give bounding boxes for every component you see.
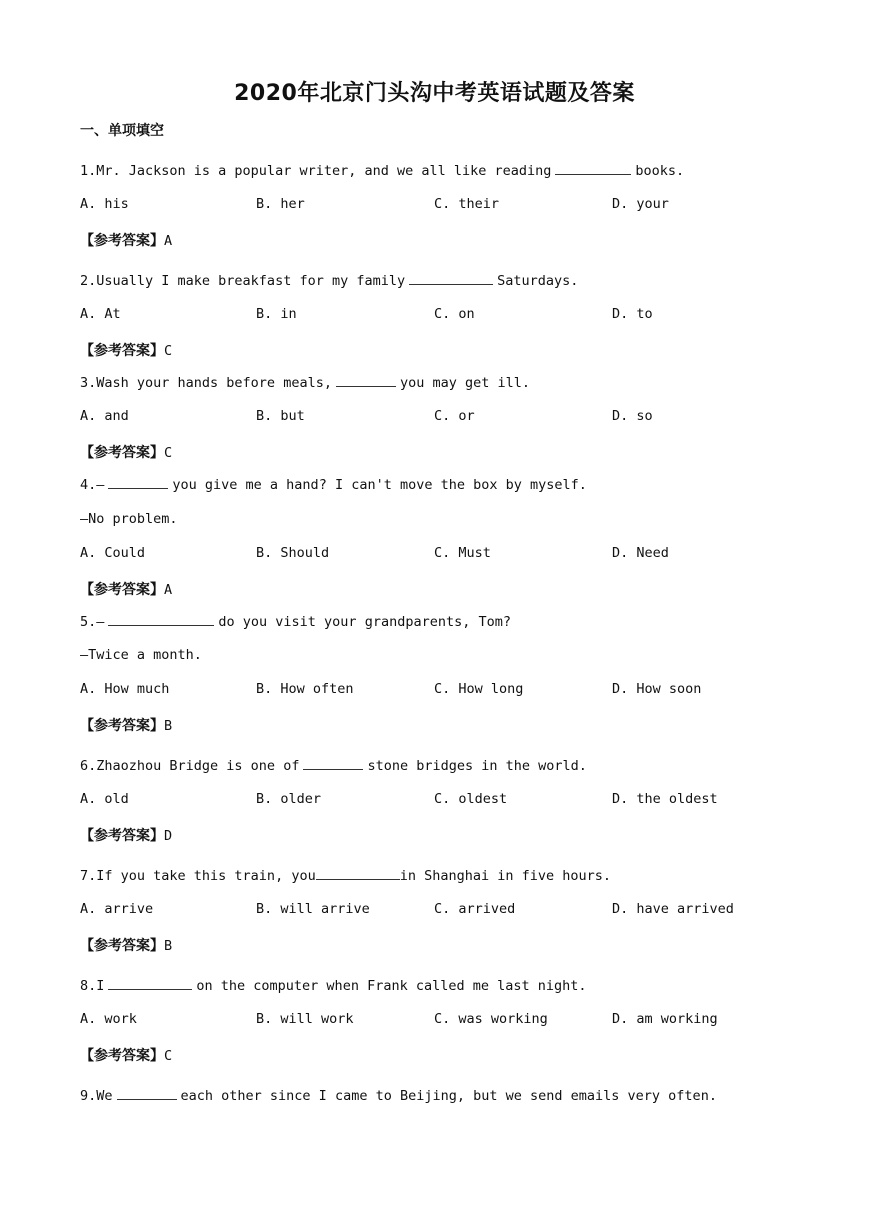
option-b: B. her	[256, 196, 305, 212]
question-6-answer	[80, 825, 172, 845]
option-a: A. Could	[80, 545, 146, 561]
option-a: A. work	[80, 1011, 137, 1027]
question-5-answer	[80, 715, 172, 735]
option-b: B. Should	[256, 545, 330, 561]
question-8-text: 8.I	[80, 978, 105, 994]
option-c: C. oldest	[434, 791, 508, 807]
question-2-text: 2.Usually I make breakfast for my family	[80, 273, 406, 289]
question-4-reply: —No problem.	[80, 511, 178, 527]
option-c: C. was working	[434, 1011, 548, 1027]
option-d: D. am working	[612, 1011, 718, 1027]
option-d: D. to	[612, 306, 653, 322]
answer-value: B	[164, 718, 173, 734]
question-6-stem	[80, 757, 587, 774]
answer-label: 【参考答案】	[80, 1048, 164, 1064]
question-3-answer	[80, 442, 172, 462]
question-1-stem	[80, 162, 684, 179]
question-3-stem	[80, 374, 530, 391]
answer-label: 【参考答案】	[80, 828, 164, 844]
answer-label: 【参考答案】	[80, 938, 164, 954]
answer-value: C	[164, 343, 173, 359]
question-7-text: 7.If you take this train, you	[80, 868, 316, 884]
answer-blank	[117, 1087, 177, 1100]
section-heading: 一、单项填空	[80, 123, 164, 139]
question-1-options	[80, 196, 820, 216]
answer-label: 【参考答案】	[80, 582, 164, 598]
option-b: B. will work	[256, 1011, 354, 1027]
answer-value: D	[164, 828, 173, 844]
question-1-text-end: books.	[635, 163, 685, 179]
question-8-text-end: on the computer when Frank called me last night.	[196, 978, 587, 994]
question-7-stem	[80, 867, 611, 884]
question-3-text: 3.Wash your hands before meals,	[80, 375, 332, 391]
question-1-text: 1.Mr. Jackson is a popular writer, and we all like reading	[80, 163, 552, 179]
option-d: D. the oldest	[612, 791, 718, 807]
answer-blank	[555, 162, 631, 175]
answer-value: C	[164, 445, 173, 461]
option-d: D. How soon	[612, 681, 702, 697]
answer-label: 【参考答案】	[80, 718, 164, 734]
answer-label: 【参考答案】	[80, 343, 164, 359]
question-2-options	[80, 306, 820, 326]
option-a: A. arrive	[80, 901, 154, 917]
question-1-answer	[80, 230, 172, 250]
question-6-text-end: stone bridges in the world.	[367, 758, 587, 774]
answer-blank	[108, 476, 168, 489]
question-8-options	[80, 1011, 820, 1031]
question-7-text-end: in Shanghai in five hours.	[399, 868, 612, 884]
question-2-text-end: Saturdays.	[497, 273, 579, 289]
answer-value: B	[164, 938, 173, 954]
option-c: C. How long	[434, 681, 524, 697]
option-c: C. Must	[434, 545, 491, 561]
question-7-answer	[80, 935, 172, 955]
option-b: B. older	[256, 791, 322, 807]
answer-value: A	[164, 233, 173, 249]
option-a: A. and	[80, 408, 129, 424]
question-6-options	[80, 791, 820, 811]
option-a: A. old	[80, 791, 129, 807]
question-2-answer	[80, 340, 172, 360]
answer-blank	[336, 374, 396, 387]
question-5-reply: —Twice a month.	[80, 647, 202, 663]
question-3-text-end: you may get ill.	[399, 375, 531, 391]
question-4-text: 4.—	[80, 477, 105, 493]
option-c: C. or	[434, 408, 475, 424]
question-5-text: 5.—	[80, 614, 105, 630]
option-b: B. but	[256, 408, 305, 424]
option-b: B. How often	[256, 681, 354, 697]
question-8-stem	[80, 977, 587, 994]
answer-blank	[303, 757, 363, 770]
question-4-options	[80, 545, 820, 565]
option-d: D. have arrived	[612, 901, 734, 917]
option-a: A. At	[80, 306, 121, 322]
option-c: C. on	[434, 306, 475, 322]
answer-label: 【参考答案】	[80, 233, 164, 249]
question-5-stem	[80, 613, 511, 630]
question-2-stem	[80, 272, 578, 289]
option-a: A. his	[80, 196, 129, 212]
question-5-options	[80, 681, 820, 701]
option-d: D. Need	[612, 545, 669, 561]
question-9-text-end: each other since I came to Beijing, but we send emails very often.	[180, 1088, 717, 1104]
question-6-text: 6.Zhaozhou Bridge is one of	[80, 758, 300, 774]
question-7-options	[80, 901, 820, 921]
option-c: C. arrived	[434, 901, 516, 917]
question-5-text-end: do you visit your grandparents, Tom?	[218, 614, 511, 630]
answer-blank	[316, 867, 400, 880]
answer-blank	[409, 272, 493, 285]
option-d: D. your	[612, 196, 669, 212]
page-title: 2020年北京门头沟中考英语试题及答案	[234, 81, 635, 106]
question-4-text-end: you give me a hand? I can't move the box by myself.	[172, 477, 587, 493]
question-4-stem	[80, 476, 587, 493]
answer-blank	[108, 977, 192, 990]
option-d: D. so	[612, 408, 653, 424]
question-3-options	[80, 408, 820, 428]
option-a: A. How much	[80, 681, 170, 697]
answer-label: 【参考答案】	[80, 445, 164, 461]
option-b: B. will arrive	[256, 901, 370, 917]
question-9-text: 9.We	[80, 1088, 113, 1104]
answer-value: A	[164, 582, 173, 598]
answer-blank	[108, 613, 214, 626]
question-4-answer	[80, 579, 172, 599]
question-8-answer	[80, 1045, 172, 1065]
answer-value: C	[164, 1048, 173, 1064]
option-c: C. their	[434, 196, 500, 212]
option-b: B. in	[256, 306, 297, 322]
question-9-stem	[80, 1087, 717, 1104]
